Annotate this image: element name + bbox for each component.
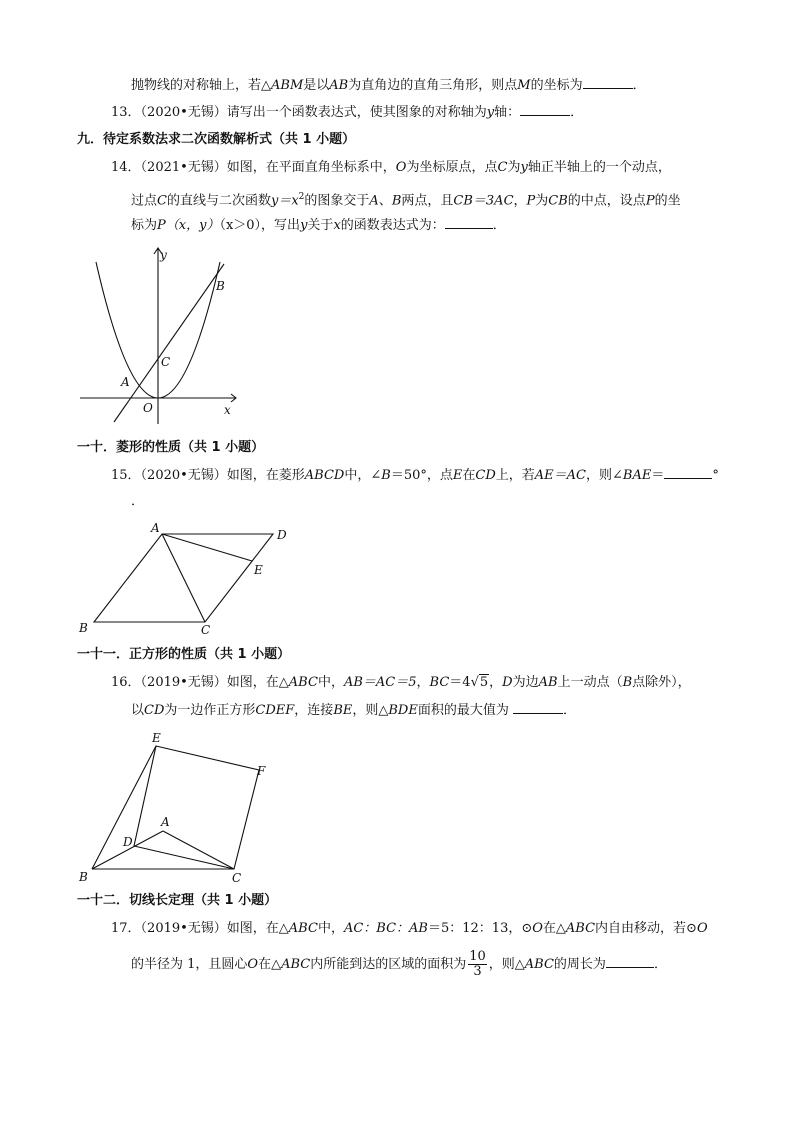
- label-x: x: [224, 403, 231, 417]
- text: ，: [513, 193, 527, 209]
- text: 在△: [258, 957, 282, 972]
- text: 关于: [307, 218, 334, 233]
- answer-blank[interactable]: [520, 115, 570, 116]
- text: x: [333, 218, 341, 233]
- label-E: E: [152, 731, 161, 745]
- q12-tail-line: [131, 76, 646, 96]
- text: 14．（2021•无锡）如图，在平面直角坐标系中，: [111, 160, 396, 175]
- text: 的直线与二次函数: [166, 193, 271, 209]
- sqrt-5: √5: [470, 675, 489, 690]
- numerator: 10: [469, 949, 486, 964]
- text: M: [517, 78, 531, 93]
- text: 5: [479, 675, 489, 690]
- text: ，连接: [294, 703, 334, 718]
- text: CD: [475, 468, 496, 483]
- text: ．: [570, 105, 584, 120]
- answer-blank[interactable]: [445, 228, 493, 229]
- text: 是以: [303, 78, 330, 93]
- segment-AC: [163, 831, 234, 869]
- text: B: [622, 675, 633, 690]
- label-D: D: [277, 528, 287, 542]
- text: y: [520, 160, 528, 175]
- section-heading-10: 一十．菱形的性质（共 1 小题）: [77, 440, 265, 455]
- answer-blank[interactable]: [606, 967, 654, 968]
- square-CDEF: [134, 746, 259, 869]
- text: ABC: [524, 957, 554, 972]
- text: B: [391, 193, 402, 209]
- text: ，则∠: [586, 468, 623, 483]
- text: 中，∠: [344, 468, 382, 483]
- label-F: F: [257, 764, 266, 778]
- text: 标为: [131, 218, 158, 233]
- text: CB: [548, 193, 568, 209]
- text: BE: [333, 703, 353, 718]
- segment-AC: [162, 534, 205, 622]
- label-B: B: [79, 621, 88, 635]
- label-A: A: [161, 815, 170, 829]
- text: E: [452, 468, 463, 483]
- text: 中，: [317, 921, 344, 936]
- q17-line-1: [111, 919, 708, 939]
- text: 中，: [317, 675, 344, 690]
- q14-line-3: [131, 216, 506, 236]
- q14-line-1: [111, 158, 671, 178]
- text: 为直角边的直角三角形，则点: [348, 78, 518, 93]
- text: O: [247, 957, 259, 972]
- text: 的坐: [654, 193, 681, 209]
- text: CB＝3AC: [453, 193, 514, 209]
- text: 16．（2019•无锡）如图，在△: [111, 675, 289, 690]
- text: °: [712, 468, 719, 483]
- text: 13．（2020•无锡）请写出一个函数表达式，使其图象的对称轴为: [111, 105, 487, 120]
- section-heading-9: 九．待定系数法求二次函数解析式（共 1 小题）: [77, 132, 356, 147]
- text: 内所能到达的区域的面积为: [310, 957, 467, 972]
- text: BAE: [622, 468, 652, 483]
- figure-parabola-line: [76, 244, 246, 424]
- text: O: [696, 921, 708, 936]
- answer-blank[interactable]: [664, 478, 712, 479]
- text: y＝x: [270, 193, 299, 209]
- text: ABM: [271, 78, 304, 93]
- text: 面积的最大值为: [417, 703, 509, 718]
- label-C: C: [161, 355, 171, 369]
- section-heading-11: 一十一．正方形的性质（共 1 小题）: [77, 647, 291, 662]
- text: 轴：: [494, 105, 521, 120]
- text: 17．（2019•无锡）如图，在△: [111, 921, 289, 936]
- text: 的中点，设点: [567, 193, 646, 209]
- text: ABC: [565, 921, 596, 936]
- label-B: B: [216, 279, 225, 293]
- text: O: [395, 160, 407, 175]
- text: BDE: [388, 703, 418, 718]
- answer-blank[interactable]: [583, 88, 633, 89]
- fraction-10-3: [468, 950, 487, 979]
- text: ＝4: [449, 675, 471, 690]
- text: y: [486, 105, 495, 120]
- segment-BE: [92, 746, 156, 869]
- text: 的周长为: [553, 957, 606, 972]
- text: 为一边作正方形: [164, 703, 256, 718]
- text: 15．（2020•无锡）如图，在菱形: [111, 468, 305, 483]
- text: ＝: [651, 468, 665, 483]
- label-O: O: [143, 401, 153, 415]
- denominator: 3: [473, 964, 482, 979]
- label-E: E: [254, 563, 263, 577]
- text: 的函数表达式为：: [340, 218, 445, 233]
- text: 过点: [131, 193, 158, 209]
- text: 在△: [542, 921, 566, 936]
- text: ．: [562, 703, 576, 718]
- text: 轴正半轴上的一个动点，: [527, 160, 671, 175]
- text: AB＝AC＝5: [343, 675, 417, 690]
- text: ＝5：12：13，⊙: [427, 921, 533, 936]
- figure-square: [76, 728, 276, 886]
- text: 在: [462, 468, 476, 483]
- label-B: B: [79, 870, 88, 884]
- segment-AE: [162, 534, 252, 561]
- text: 为坐标原点，点: [406, 160, 498, 175]
- text: P: [645, 193, 655, 209]
- q15-end: ．: [131, 494, 145, 509]
- text: BC: [429, 675, 450, 690]
- text: AE＝AC: [534, 468, 586, 483]
- text: ABCD: [304, 468, 345, 483]
- label-C: C: [232, 871, 242, 885]
- text: 、: [378, 193, 392, 209]
- figure-rhombus: [76, 518, 296, 640]
- text: ．: [653, 957, 667, 972]
- text: 的半径为 1，且圆心: [131, 957, 248, 972]
- text: 点除外），: [632, 675, 691, 690]
- text: CD: [144, 703, 165, 718]
- q13-line: [111, 103, 583, 123]
- q17-line-2: [131, 950, 667, 979]
- text: 为: [535, 193, 549, 209]
- text: C: [157, 193, 167, 209]
- text: 内自由移动，若⊙: [595, 921, 697, 936]
- text: ABC: [288, 921, 318, 936]
- text: O: [532, 921, 543, 936]
- text: ABC: [288, 675, 318, 690]
- text: AB: [538, 675, 558, 690]
- text: ABC: [281, 957, 311, 972]
- text: 上，若: [495, 468, 535, 483]
- text: 以: [131, 703, 145, 718]
- q16-line-1: [111, 673, 691, 693]
- text: ，则△: [488, 957, 525, 972]
- text: B: [381, 468, 391, 483]
- text: AC：BC：AB: [343, 921, 428, 936]
- text: AB: [329, 78, 349, 93]
- text: P（x，y）: [157, 218, 220, 233]
- text: 为: [507, 160, 521, 175]
- text: ，则△: [352, 703, 389, 718]
- text: CDEF: [255, 703, 295, 718]
- text: 的图象交于: [304, 193, 370, 209]
- text: 2: [298, 192, 305, 202]
- text: ，: [416, 675, 430, 690]
- text: 为边: [512, 675, 539, 690]
- label-A: A: [121, 375, 130, 389]
- text: 的坐标为: [530, 78, 583, 93]
- text: C: [497, 160, 508, 175]
- text: D: [502, 675, 513, 690]
- text: P: [526, 193, 536, 209]
- section-heading-12: 一十二．切线长定理（共 1 小题）: [77, 893, 278, 908]
- answer-blank[interactable]: [513, 713, 563, 714]
- q16-line-2: [131, 701, 576, 721]
- text: ，: [489, 675, 503, 690]
- label-A: A: [151, 521, 160, 535]
- text: ．: [632, 78, 646, 93]
- q14-line-2: [131, 187, 681, 211]
- text: ．: [492, 218, 506, 233]
- label-C: C: [201, 623, 211, 637]
- text: 抛物线的对称轴上，若△: [131, 78, 271, 93]
- text: 两点，且: [401, 193, 454, 209]
- text: 上一动点（: [557, 675, 623, 690]
- label-y: y: [160, 248, 167, 262]
- q15-line: [111, 466, 719, 486]
- label-D: D: [123, 835, 133, 849]
- text: （x＞0），写出: [219, 218, 301, 233]
- text: y: [300, 218, 308, 233]
- text: ＝50°，点: [390, 468, 453, 483]
- text: A: [369, 193, 379, 209]
